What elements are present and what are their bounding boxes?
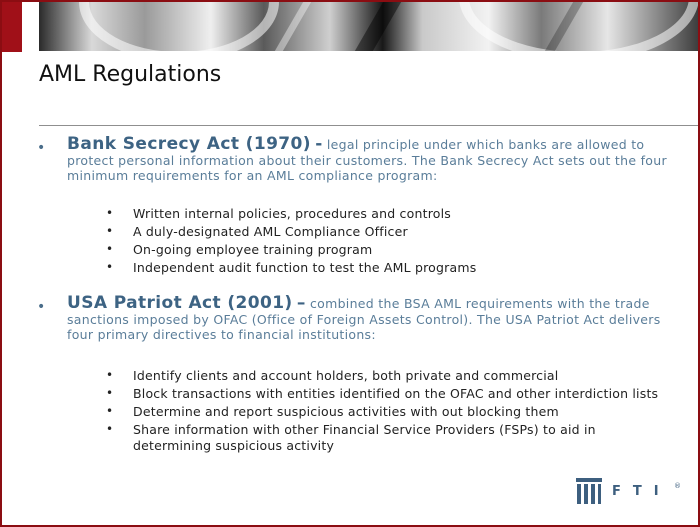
section-heading: USA Patriot Act (2001) [67, 293, 293, 313]
section-bullet: • [37, 140, 46, 156]
slide-title: AML Regulations [39, 62, 222, 87]
list-item: • On-going employee training program [106, 242, 373, 257]
fti-columns-icon [576, 478, 602, 504]
list-item: • Written internal policies, procedures and controls [106, 206, 451, 221]
section-usa-patriot-act [67, 293, 677, 343]
list-item: • Identify clients and account holders, both private and commercial [106, 368, 559, 383]
section-heading: Bank Secrecy Act (1970) [67, 134, 311, 154]
patriot-act-directives-list [106, 368, 676, 456]
list-item: • Block transactions with entities identified on the OFAC and other interdiction lists [106, 386, 659, 401]
header-banner-image [39, 2, 700, 51]
fti-logo [576, 478, 686, 506]
section-separator: – [296, 293, 306, 313]
section-bank-secrecy-act [67, 134, 677, 184]
bsa-requirements-list [106, 206, 676, 278]
red-accent-tab [2, 2, 22, 52]
title-divider [39, 125, 700, 126]
logo-wordmark: FTI [612, 484, 671, 499]
section-separator: - [315, 134, 323, 154]
list-item: • Determine and report suspicious activities with out blocking them [106, 404, 559, 419]
section-description: combined the BSA AML requirements with the trade sanctions imposed by OFAC (Office of Foreign Assets Control). The USA Patriot Act delivers four primary directives to financial institutions: [67, 296, 661, 342]
section-description: legal principle under which banks are allowed to protect personal information about their customers. The Bank Secrecy Act sets out the four minimum requirements for an AML compliance program: [67, 137, 667, 183]
section-bullet: • [37, 299, 46, 315]
registered-mark: ® [674, 482, 681, 490]
list-item: • Share information with other Financial Service Providers (FSPs) to aid in determining suspicious activity [106, 422, 596, 453]
list-item: • Independent audit function to test the AML programs [106, 260, 477, 275]
list-item: • A duly-designated AML Compliance Officer [106, 224, 408, 239]
